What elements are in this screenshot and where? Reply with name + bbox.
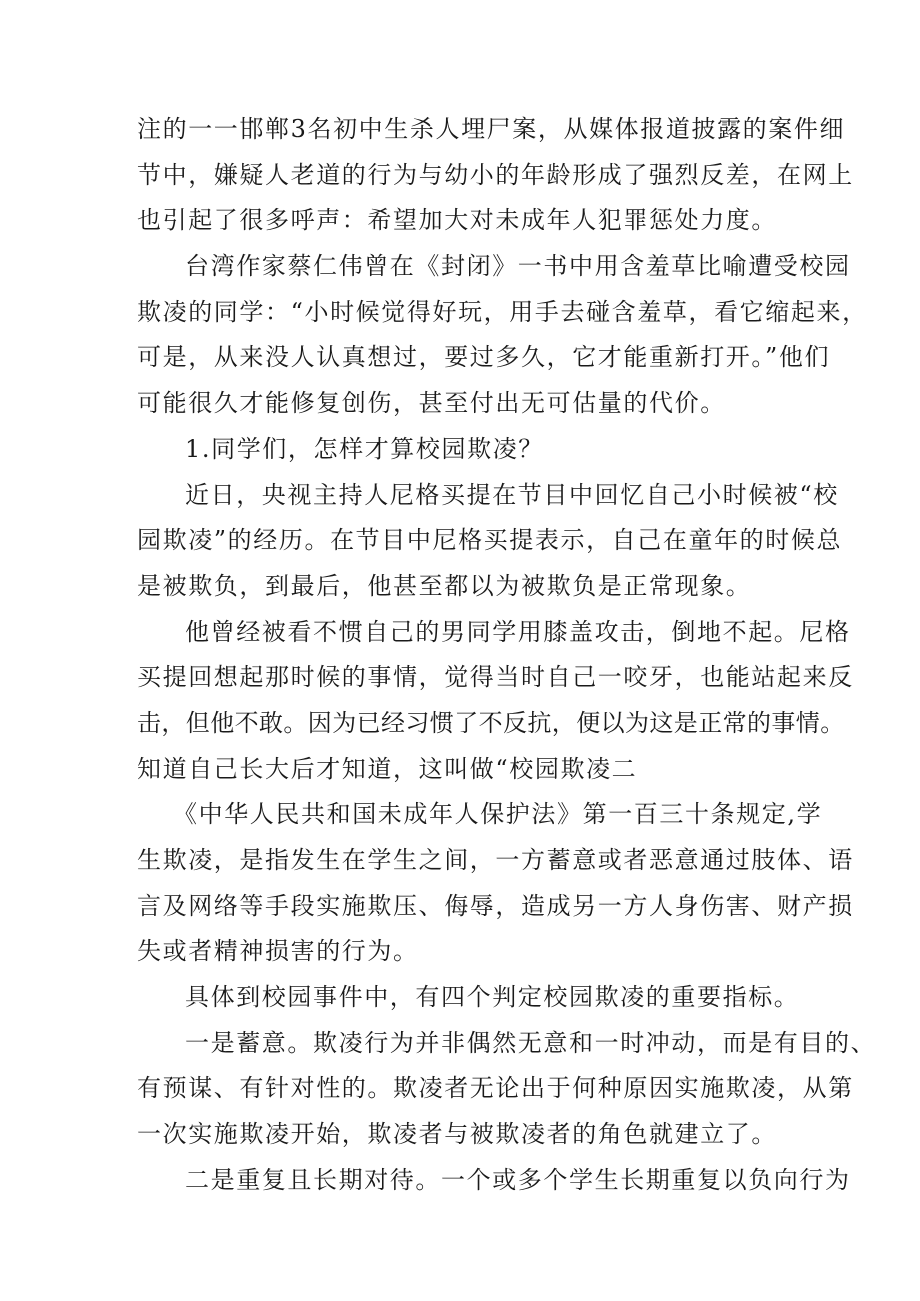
text-line: 也引起了很多呼声：希望加大对未成年人犯罪惩处力度。 [137, 206, 777, 235]
text-line: 一次实施欺凌开始，欺凌者与被欺凌者的角色就建立了。 [137, 1120, 777, 1149]
text-line: 有预谋、有针对性的。欺凌者无论出于何种原因实施欺凌，从第 [137, 1074, 854, 1103]
text-line: 园欺凌”的经历。在节目中尼格买提表示，自己在童年的时候总 [137, 526, 843, 555]
text-line: 可能很久才能修复创伤，甚至付出无可估量的代价。 [137, 389, 726, 418]
text-line: 注的一一邯郸3名初中生杀人埋尸案，从媒体报道披露的案件细 [137, 115, 846, 143]
text-line: 一是蓄意。欺凌行为并非偶然无意和一时冲动，而是有目的、 [185, 1028, 877, 1057]
text-line: 知道自己长大后才知道，这叫做“校园欺凌二 [137, 754, 638, 783]
text-line: 节中，嫌疑人老道的行为与幼小的年龄形成了强烈反差，在网上 [137, 160, 854, 189]
paragraph [137, 1158, 851, 1204]
text-line: 1.同学们，怎样才算校园欺凌？ [185, 434, 544, 463]
paragraph [137, 1021, 877, 1158]
paragraph [137, 107, 854, 244]
document-body [137, 107, 877, 1204]
paragraph [137, 244, 868, 427]
text-line: 买提回想起那时候的事情，觉得当时自己一咬牙，也能站起来反 [137, 663, 854, 692]
text-line: 是被欺负，到最后，他甚至都以为被欺负是正常现象。 [137, 571, 752, 600]
text-line: 《中华人民共和国未成年人保护法》第一百三十条规定,学 [173, 800, 823, 829]
text-line: 言及网络等手段实施欺压、侮辱，造成另一方人身伤害、财产损 [137, 891, 854, 920]
text-line: 生欺凌，是指发生在学生之间，一方蓄意或者恶意通过肢体、语 [137, 846, 854, 874]
text-line: 可是，从来没人认真想过，要过多久，它才能重新打开。”他们 [137, 343, 831, 372]
text-line: 击，但他不敢。因为已经习惯了不反抗，便以为这是正常的事情。 [137, 708, 845, 737]
section-heading [137, 427, 792, 473]
text-line: 近日，央视主持人尼格买提在节目中回忆自己小时候被“校 [185, 480, 839, 509]
paragraph [137, 473, 843, 610]
text-line: 他曾经被看不惯自己的男同学用膝盖攻击，倒地不起。尼格 [185, 617, 851, 646]
text-line: 失或者精神损害的行为。 [137, 937, 419, 966]
paragraph [137, 610, 854, 793]
text-line: 具体到校园事件中，有四个判定校园欺凌的重要指标。 [185, 983, 800, 1012]
paragraph [137, 975, 800, 1021]
text-line: 欺凌的同学：“小时候觉得好玩，用手去碰含羞草，看它缩起来， [137, 297, 868, 326]
text-line: 台湾作家蔡仁伟曾在《封闭》一书中用含羞草比喻遭受校园 [185, 252, 851, 281]
paragraph [137, 792, 854, 975]
text-line: 二是重复且长期对待。一个或多个学生长期重复以负向行为 [185, 1165, 851, 1194]
